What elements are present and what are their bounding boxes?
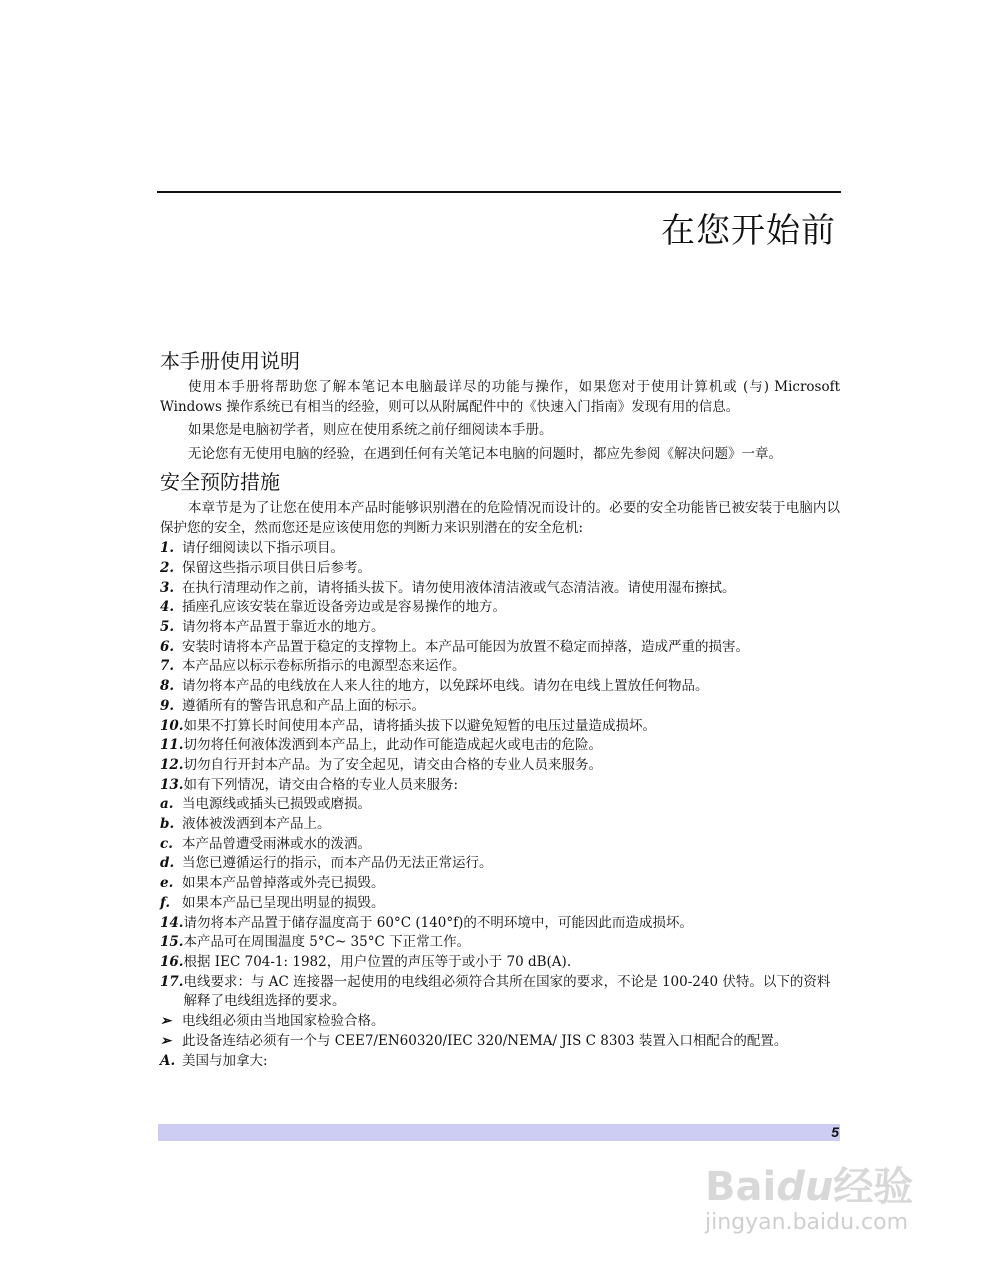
list-item-number: 1. — [160, 540, 175, 557]
list-item-number: A. — [160, 1052, 176, 1069]
header-rule — [157, 191, 841, 193]
list-item — [160, 717, 840, 737]
list-item — [160, 677, 840, 697]
list-item-number: 11. — [160, 737, 184, 754]
list-item — [160, 953, 840, 973]
list-item-number: d. — [160, 855, 175, 872]
list-item — [160, 579, 840, 599]
watermark-url: jingyan.baidu.com — [705, 1210, 909, 1235]
list-item-text: 如有下列情况，请交由合格的专业人员来服务: — [183, 776, 459, 793]
list-item — [160, 973, 840, 1012]
list-item-text: 请勿将本产品置于靠近水的地方。 — [182, 619, 385, 636]
list-item — [160, 697, 840, 717]
list-item-text: 本产品可在周围温度 5°C~ 35°C 下正常工作。 — [183, 934, 471, 951]
list-item-number: 10. — [160, 717, 184, 734]
list-item — [160, 1052, 840, 1072]
paragraph: 本章节是为了让您在使用本产品时能够识别潜在的危险情况而设计的。必要的安全功能皆已被安装于电脑内以保护您的安全，然而您还是应该使用您的判断力来识别潜在的安全危机: — [160, 499, 840, 536]
list-item-text: 当电源线或插头已损毁或磨损。 — [182, 796, 371, 813]
list-item-text: 遵循所有的警告讯息和产品上面的标示。 — [182, 697, 425, 714]
list-item-text: 当您已遵循运行的指示，而本产品仍无法正常运行。 — [182, 855, 493, 872]
section-heading-manual: 本手册使用说明 — [160, 349, 300, 373]
footer-bar — [158, 1124, 840, 1141]
list-item-text: 安装时请将本产品置于稳定的支撑物上。本产品可能因为放置不稳定而掉落，造成严重的损害。 — [182, 638, 749, 655]
list-item-number: b. — [160, 816, 175, 833]
list-item-text: 此设备连结必须有一个与 CEE7/EN60320/IEC 320/NEMA/ JIS C 8303 装置入口相配合的配置。 — [182, 1032, 788, 1049]
list-item-text: 根据 IEC 704-1: 1982，用户位置的声压等于或小于 70 dB(A). — [183, 953, 572, 970]
list-item — [160, 618, 840, 638]
list-item-text: 如果本产品已呈现出明显的损毁。 — [182, 894, 385, 911]
list-item — [160, 756, 840, 776]
list-item-number: 12. — [160, 756, 184, 773]
list-item-text: 切勿将任何液体泼洒到本产品上，此动作可能造成起火或电击的危险。 — [183, 737, 602, 754]
paragraph: 如果您是电脑初学者，则应在使用系统之前仔细阅读本手册。 — [188, 422, 553, 439]
list-item — [160, 914, 840, 934]
list-item-text: 液体被泼洒到本产品上。 — [182, 816, 331, 833]
list-item — [160, 1032, 840, 1052]
list-item-number: 16. — [160, 953, 184, 970]
list-item-number: c. — [160, 835, 173, 852]
list-item — [160, 598, 840, 618]
list-item — [160, 657, 840, 677]
list-item-number: 17. — [160, 973, 184, 990]
list-item — [160, 854, 840, 874]
list-item — [160, 1012, 840, 1032]
list-item-text: 请勿将本产品的电线放在人来人往的地方，以免踩坏电线。请勿在电线上置放任何物品。 — [182, 678, 709, 695]
page-number: 5 — [831, 1124, 839, 1140]
list-item-text: 切勿自行开封本产品。为了安全起见，请交由合格的专业人员来服务。 — [183, 756, 602, 773]
list-item-text: 电线要求：与 AC 连接器一起使用的电线组必须符合其所在国家的要求，不论是 100-240 伏特。以下的资料解释了电线组选择的要求。 — [183, 973, 831, 1010]
list-item-number: e. — [160, 875, 174, 892]
list-item-text: 如果不打算长时间使用本产品，请将插头拔下以避免短暂的电压过量造成损坏。 — [183, 717, 656, 734]
list-item-number: 5. — [160, 619, 175, 636]
list-item — [160, 874, 840, 894]
list-item-text: 美国与加拿大: — [182, 1052, 268, 1069]
list-item-number: 15. — [160, 934, 184, 951]
paragraph: 使用本手册将帮助您了解本笔记本电脑最详尽的功能与操作，如果您对于使用计算机或 (与) Microsoft Windows 操作系统已有相当的经验，则可以从附属配件中的《快速入门指南》发现有用的信息。 — [160, 379, 840, 415]
list-item — [160, 736, 840, 756]
list-item-text: 如果本产品曾掉落或外壳已损毁。 — [182, 875, 385, 892]
list-item-number: 13. — [160, 776, 184, 793]
list-item-number: 2. — [160, 559, 175, 576]
list-item — [160, 795, 840, 815]
list-item — [160, 933, 840, 953]
list-item-text: 本产品应以标示卷标所指示的电源型态来运作。 — [182, 658, 466, 675]
chapter-title: 在您开始前 — [661, 211, 836, 251]
list-item-text: 请勿将本产品置于储存温度高于 60°C (140°f)的不明环境中，可能因此而造成损坏。 — [183, 914, 693, 931]
list-item-number: a. — [160, 796, 174, 813]
list-item — [160, 539, 840, 559]
list-item — [160, 894, 840, 914]
paragraph: 无论您有无使用电脑的经验，在遇到任何有关笔记本电脑的问题时，都应先参阅《解决问题》一章。 — [188, 446, 782, 463]
page-body — [160, 348, 840, 1071]
list-item-number: 3. — [160, 579, 175, 596]
list-item-text: 电线组必须由当地国家检验合格。 — [182, 1013, 385, 1030]
list-item-text: 在执行清理动作之前，请将插头拔下。请勿使用液体清洁液或气态清洁液。请使用湿布擦拭。 — [182, 579, 736, 596]
list-item-number: 9. — [160, 697, 175, 714]
section-heading-safety: 安全预防措施 — [160, 469, 280, 494]
list-item-number: 8. — [160, 678, 175, 695]
list-item-number: ➢ — [160, 1013, 172, 1030]
list-item-text: 保留这些指示项目供日后参考。 — [182, 559, 371, 576]
safety-list — [160, 539, 840, 1071]
list-item-text: 本产品曾遭受雨淋或水的泼洒。 — [182, 835, 371, 852]
list-item — [160, 776, 840, 796]
watermark-logo: Baidu经验 — [705, 1164, 914, 1210]
list-item-number: 4. — [160, 599, 175, 616]
list-item-number: f. — [160, 894, 171, 911]
list-item-number: 6. — [160, 638, 175, 655]
list-item — [160, 638, 840, 658]
list-item-number: 7. — [160, 658, 175, 675]
list-item — [160, 815, 840, 835]
list-item-number: ➢ — [160, 1032, 172, 1049]
list-item — [160, 835, 840, 855]
list-item-text: 插座孔应该安装在靠近设备旁边或是容易操作的地方。 — [182, 599, 506, 616]
list-item-number: 14. — [160, 914, 184, 931]
list-item-text: 请仔细阅读以下指示项目。 — [182, 540, 344, 557]
list-item — [160, 559, 840, 579]
